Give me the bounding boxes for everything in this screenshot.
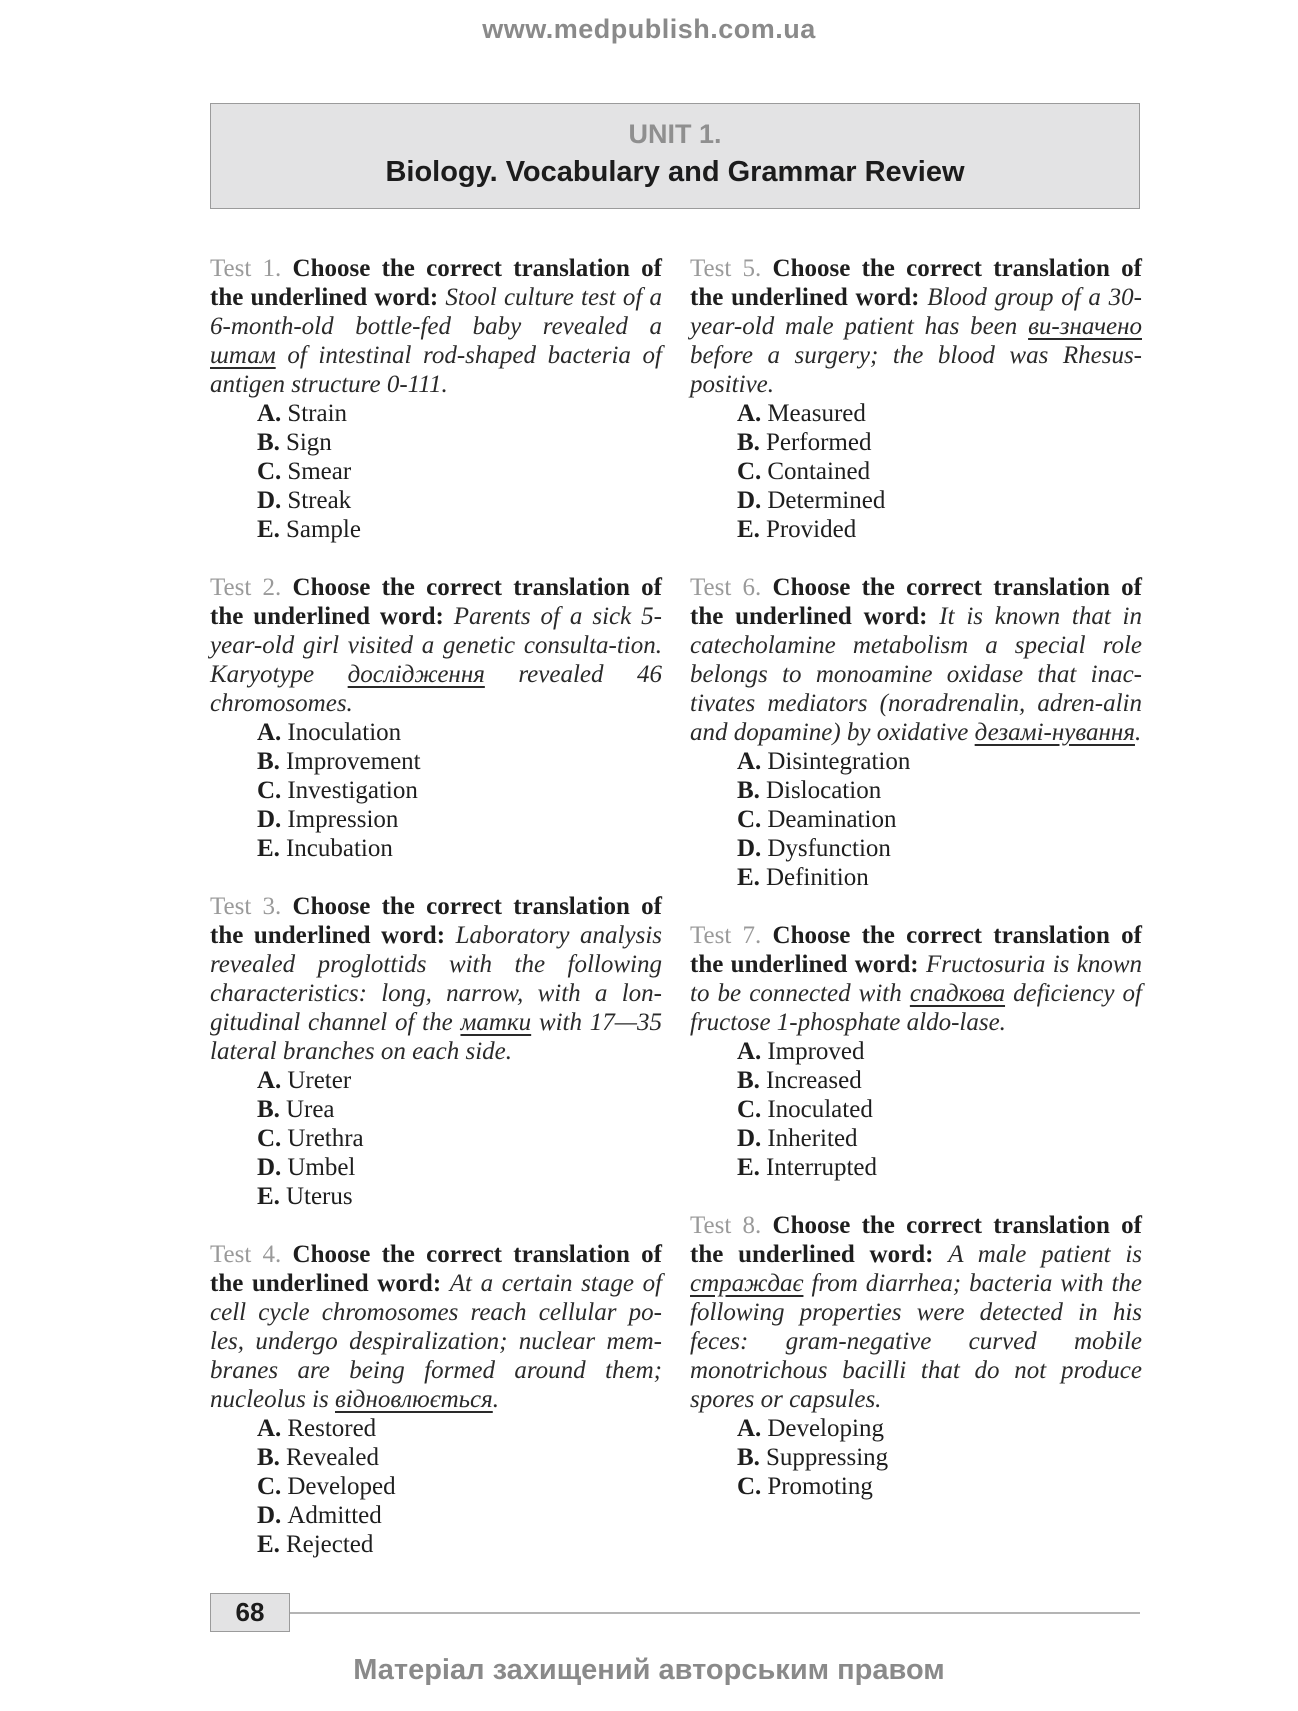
test-context: . [1134, 719, 1142, 746]
footer-divider [290, 1612, 1140, 1614]
option-text: Sample [285, 516, 361, 543]
unit-number: UNIT 1. [628, 119, 722, 149]
test-label: Test 7. [690, 922, 762, 949]
option-text: Inoculation [287, 719, 402, 746]
option-letter: E. [737, 516, 760, 543]
option-letter: C. [737, 806, 762, 833]
option-text: Performed [765, 429, 872, 456]
test-context: before a surgery; the blood was Rhesus-positive. [690, 342, 1142, 398]
option-letter: A. [737, 748, 762, 775]
underlined-word: спадкова [909, 980, 1006, 1007]
option-letter: D. [737, 835, 762, 862]
option-letter: C. [737, 1473, 762, 1500]
test-label: Test 5. [690, 255, 762, 282]
answer-option[interactable] [737, 1066, 1142, 1095]
option-text: Measured [767, 400, 866, 427]
answer-option[interactable] [257, 457, 662, 486]
option-text: Incubation [285, 835, 393, 862]
test-label: Test 3. [210, 893, 282, 920]
answer-option[interactable] [257, 776, 662, 805]
test-item [210, 1240, 662, 1559]
option-letter: A. [737, 1415, 762, 1442]
option-text: Urea [285, 1096, 335, 1123]
test-label: Test 4. [210, 1241, 282, 1268]
test-context: Blood group of a 30-year-old male patient has been [690, 284, 1143, 340]
page-number: 68 [210, 1593, 290, 1632]
option-text: Dysfunction [767, 835, 891, 862]
option-letter: B. [737, 1444, 760, 1471]
answer-option[interactable] [737, 863, 1142, 892]
answer-options [210, 399, 662, 544]
option-text: Impression [287, 806, 399, 833]
option-letter: A. [257, 1067, 282, 1094]
answer-option[interactable] [257, 1095, 662, 1124]
option-text: Strain [287, 400, 348, 427]
test-item [210, 254, 662, 544]
answer-option[interactable] [737, 1095, 1142, 1124]
test-context: It is known that in catecholamine metabolism a special role belongs to monoamine oxidase that inac-tivates mediators (noradrenalin, adren-alin and dopamine) by oxidative [690, 603, 1142, 746]
option-letter: B. [737, 777, 760, 804]
answer-option[interactable] [257, 1414, 662, 1443]
option-text: Inherited [767, 1125, 858, 1152]
answer-option[interactable] [737, 776, 1142, 805]
option-text: Improvement [285, 748, 421, 775]
answer-option[interactable] [257, 1472, 662, 1501]
option-letter: C. [257, 777, 282, 804]
option-text: Ureter [287, 1067, 352, 1094]
answer-option[interactable] [737, 428, 1142, 457]
option-text: Admitted [287, 1502, 382, 1529]
test-context: revealed 46 chromosomes. [210, 661, 663, 717]
option-letter: D. [737, 1125, 762, 1152]
option-letter: E. [257, 835, 280, 862]
test-context: of intestinal rod-shaped bacteria of antigen structure 0-111. [210, 342, 662, 398]
test-item [690, 1211, 1142, 1501]
answer-option[interactable] [737, 805, 1142, 834]
test-context: . [492, 1386, 500, 1413]
answer-options [210, 718, 662, 863]
option-letter: E. [737, 1154, 760, 1181]
unit-title: Biology. Vocabulary and Grammar Review [385, 156, 965, 188]
test-item [690, 573, 1142, 892]
test-context: deficiency of fructose 1-phosphate aldo-lase. [690, 980, 1143, 1036]
option-text: Improved [767, 1038, 865, 1065]
answer-option[interactable] [257, 834, 662, 863]
test-instruction: Choose the correct translation of the underlined word: [690, 255, 1142, 311]
site-url: www.medpublish.com.ua [482, 14, 816, 44]
test-stem [210, 1240, 662, 1414]
unit-header-box [210, 103, 1140, 209]
option-text: Promoting [767, 1473, 873, 1500]
answer-options [210, 1066, 662, 1211]
option-letter: D. [257, 1154, 282, 1181]
underlined-word: дослідження [347, 661, 485, 688]
option-letter: E. [737, 864, 760, 891]
option-text: Rejected [285, 1531, 374, 1558]
test-label: Test 2. [210, 574, 282, 601]
test-context: Stool culture test of a 6-month-old bottle-fed baby revealed a [210, 284, 662, 340]
answer-option[interactable] [257, 1501, 662, 1530]
option-text: Umbel [287, 1154, 356, 1181]
test-item [690, 921, 1142, 1182]
option-text: Deamination [767, 806, 897, 833]
answer-option[interactable] [737, 399, 1142, 428]
test-stem [690, 1211, 1142, 1414]
test-instruction: Choose the correct translation of the underlined word: [210, 893, 662, 949]
option-text: Revealed [285, 1444, 379, 1471]
test-stem [690, 254, 1142, 399]
underlined-word: страждає [690, 1270, 804, 1297]
test-label: Test 1. [210, 255, 282, 282]
option-text: Sign [285, 429, 332, 456]
answer-option[interactable] [257, 805, 662, 834]
test-context: Fructosuria is known to be connected with [690, 951, 1143, 1007]
option-text: Developed [287, 1473, 396, 1500]
answer-option[interactable] [257, 747, 662, 776]
underlined-word: відновлюється [335, 1386, 493, 1413]
answer-option[interactable] [737, 1414, 1142, 1443]
answer-option[interactable] [737, 747, 1142, 776]
answer-option[interactable] [737, 1037, 1142, 1066]
answer-option[interactable] [257, 428, 662, 457]
test-item [690, 254, 1142, 544]
test-item [210, 892, 662, 1211]
copyright-notice: Матеріал захищений авторським правом [353, 1654, 945, 1686]
option-letter: B. [257, 1444, 280, 1471]
option-text: Developing [767, 1415, 884, 1442]
test-context: from diarrhea; bacteria with the following properties were detected in his feces: gram-negative curved mobile monotrichous bacilli that do not produce spores or capsules. [690, 1270, 1142, 1413]
option-letter: A. [737, 400, 762, 427]
option-letter: E. [257, 516, 280, 543]
answer-option[interactable] [737, 1443, 1142, 1472]
option-text: Definition [765, 864, 869, 891]
test-stem [690, 573, 1142, 747]
option-text: Disintegration [767, 748, 911, 775]
option-letter: B. [257, 748, 280, 775]
answer-option[interactable] [257, 1182, 662, 1211]
option-text: Interrupted [765, 1154, 877, 1181]
option-text: Dislocation [765, 777, 882, 804]
option-text: Urethra [287, 1125, 364, 1152]
answer-options [690, 1414, 1142, 1501]
test-instruction: Choose the correct translation of the underlined word: [210, 255, 662, 311]
option-letter: A. [257, 400, 282, 427]
answer-option[interactable] [257, 1066, 662, 1095]
answer-option[interactable] [257, 399, 662, 428]
option-text: Suppressing [765, 1444, 889, 1471]
option-letter: C. [257, 1125, 282, 1152]
option-letter: B. [737, 1067, 760, 1094]
test-context: with 17—35 lateral branches on each side. [210, 1009, 662, 1065]
option-text: Provided [765, 516, 857, 543]
test-context: At a certain stage of cell cycle chromosomes reach cellular po-les, undergo despiralization; nuclear mem-branes are being formed around them; nucleolus is [210, 1270, 663, 1413]
test-context: Parents of a sick 5-year-old girl visited a genetic consulta-tion. Karyotype [210, 603, 663, 688]
test-instruction: Choose the correct translation of the underlined word: [210, 574, 662, 630]
answer-option[interactable] [737, 486, 1142, 515]
test-instruction: Choose the correct translation of the underlined word: [690, 574, 1142, 630]
option-letter: D. [257, 1502, 282, 1529]
option-letter: C. [257, 458, 282, 485]
answer-option[interactable] [737, 1153, 1142, 1182]
answer-options [690, 747, 1142, 892]
right-column [690, 254, 1142, 1530]
left-column [210, 254, 662, 1588]
test-stem [210, 254, 662, 399]
test-context: A male patient is [948, 1241, 1143, 1268]
test-instruction: Choose the correct translation of the underlined word: [210, 1241, 662, 1297]
test-label: Test 6. [690, 574, 762, 601]
option-letter: A. [257, 1415, 282, 1442]
option-text: Inoculated [767, 1096, 873, 1123]
option-letter: D. [257, 806, 282, 833]
answer-option[interactable] [737, 515, 1142, 544]
test-item [210, 573, 662, 863]
answer-options [690, 399, 1142, 544]
option-letter: D. [257, 487, 282, 514]
option-letter: C. [737, 458, 762, 485]
option-text: Streak [287, 487, 352, 514]
option-letter: E. [257, 1183, 280, 1210]
answer-options [690, 1037, 1142, 1182]
option-text: Contained [767, 458, 871, 485]
underlined-word: ви-значено [1028, 313, 1142, 340]
option-text: Investigation [287, 777, 418, 804]
answer-option[interactable] [257, 1153, 662, 1182]
test-instruction: Choose the correct translation of the underlined word: [690, 922, 1142, 978]
answer-option[interactable] [257, 486, 662, 515]
option-letter: A. [737, 1038, 762, 1065]
test-instruction: Choose the correct translation of the underlined word: [690, 1212, 1142, 1268]
option-letter: C. [737, 1096, 762, 1123]
test-context: Laboratory analysis revealed proglottids with the following characteristics: long, narrow, with a lon-gitudinal channel of the [210, 922, 663, 1036]
option-letter: B. [737, 429, 760, 456]
answer-option[interactable] [737, 1472, 1142, 1501]
test-stem [210, 573, 662, 718]
answer-options [210, 1414, 662, 1559]
test-stem [690, 921, 1142, 1037]
option-letter: C. [257, 1473, 282, 1500]
option-letter: A. [257, 719, 282, 746]
answer-option[interactable] [737, 1124, 1142, 1153]
test-label: Test 8. [690, 1212, 762, 1239]
answer-option[interactable] [257, 1530, 662, 1559]
option-text: Uterus [285, 1183, 353, 1210]
option-text: Smear [287, 458, 352, 485]
option-letter: E. [257, 1531, 280, 1558]
option-letter: D. [737, 487, 762, 514]
answer-option[interactable] [257, 718, 662, 747]
underlined-word: штам [210, 342, 276, 369]
answer-option[interactable] [257, 1443, 662, 1472]
test-stem [210, 892, 662, 1066]
underlined-word: матки [460, 1009, 532, 1036]
answer-option[interactable] [257, 1124, 662, 1153]
answer-option[interactable] [737, 834, 1142, 863]
option-letter: B. [257, 1096, 280, 1123]
option-text: Increased [765, 1067, 862, 1094]
underlined-word: дезамі-нування [974, 719, 1135, 746]
option-text: Determined [767, 487, 886, 514]
answer-option[interactable] [737, 457, 1142, 486]
option-text: Restored [287, 1415, 377, 1442]
answer-option[interactable] [257, 515, 662, 544]
option-letter: B. [257, 429, 280, 456]
